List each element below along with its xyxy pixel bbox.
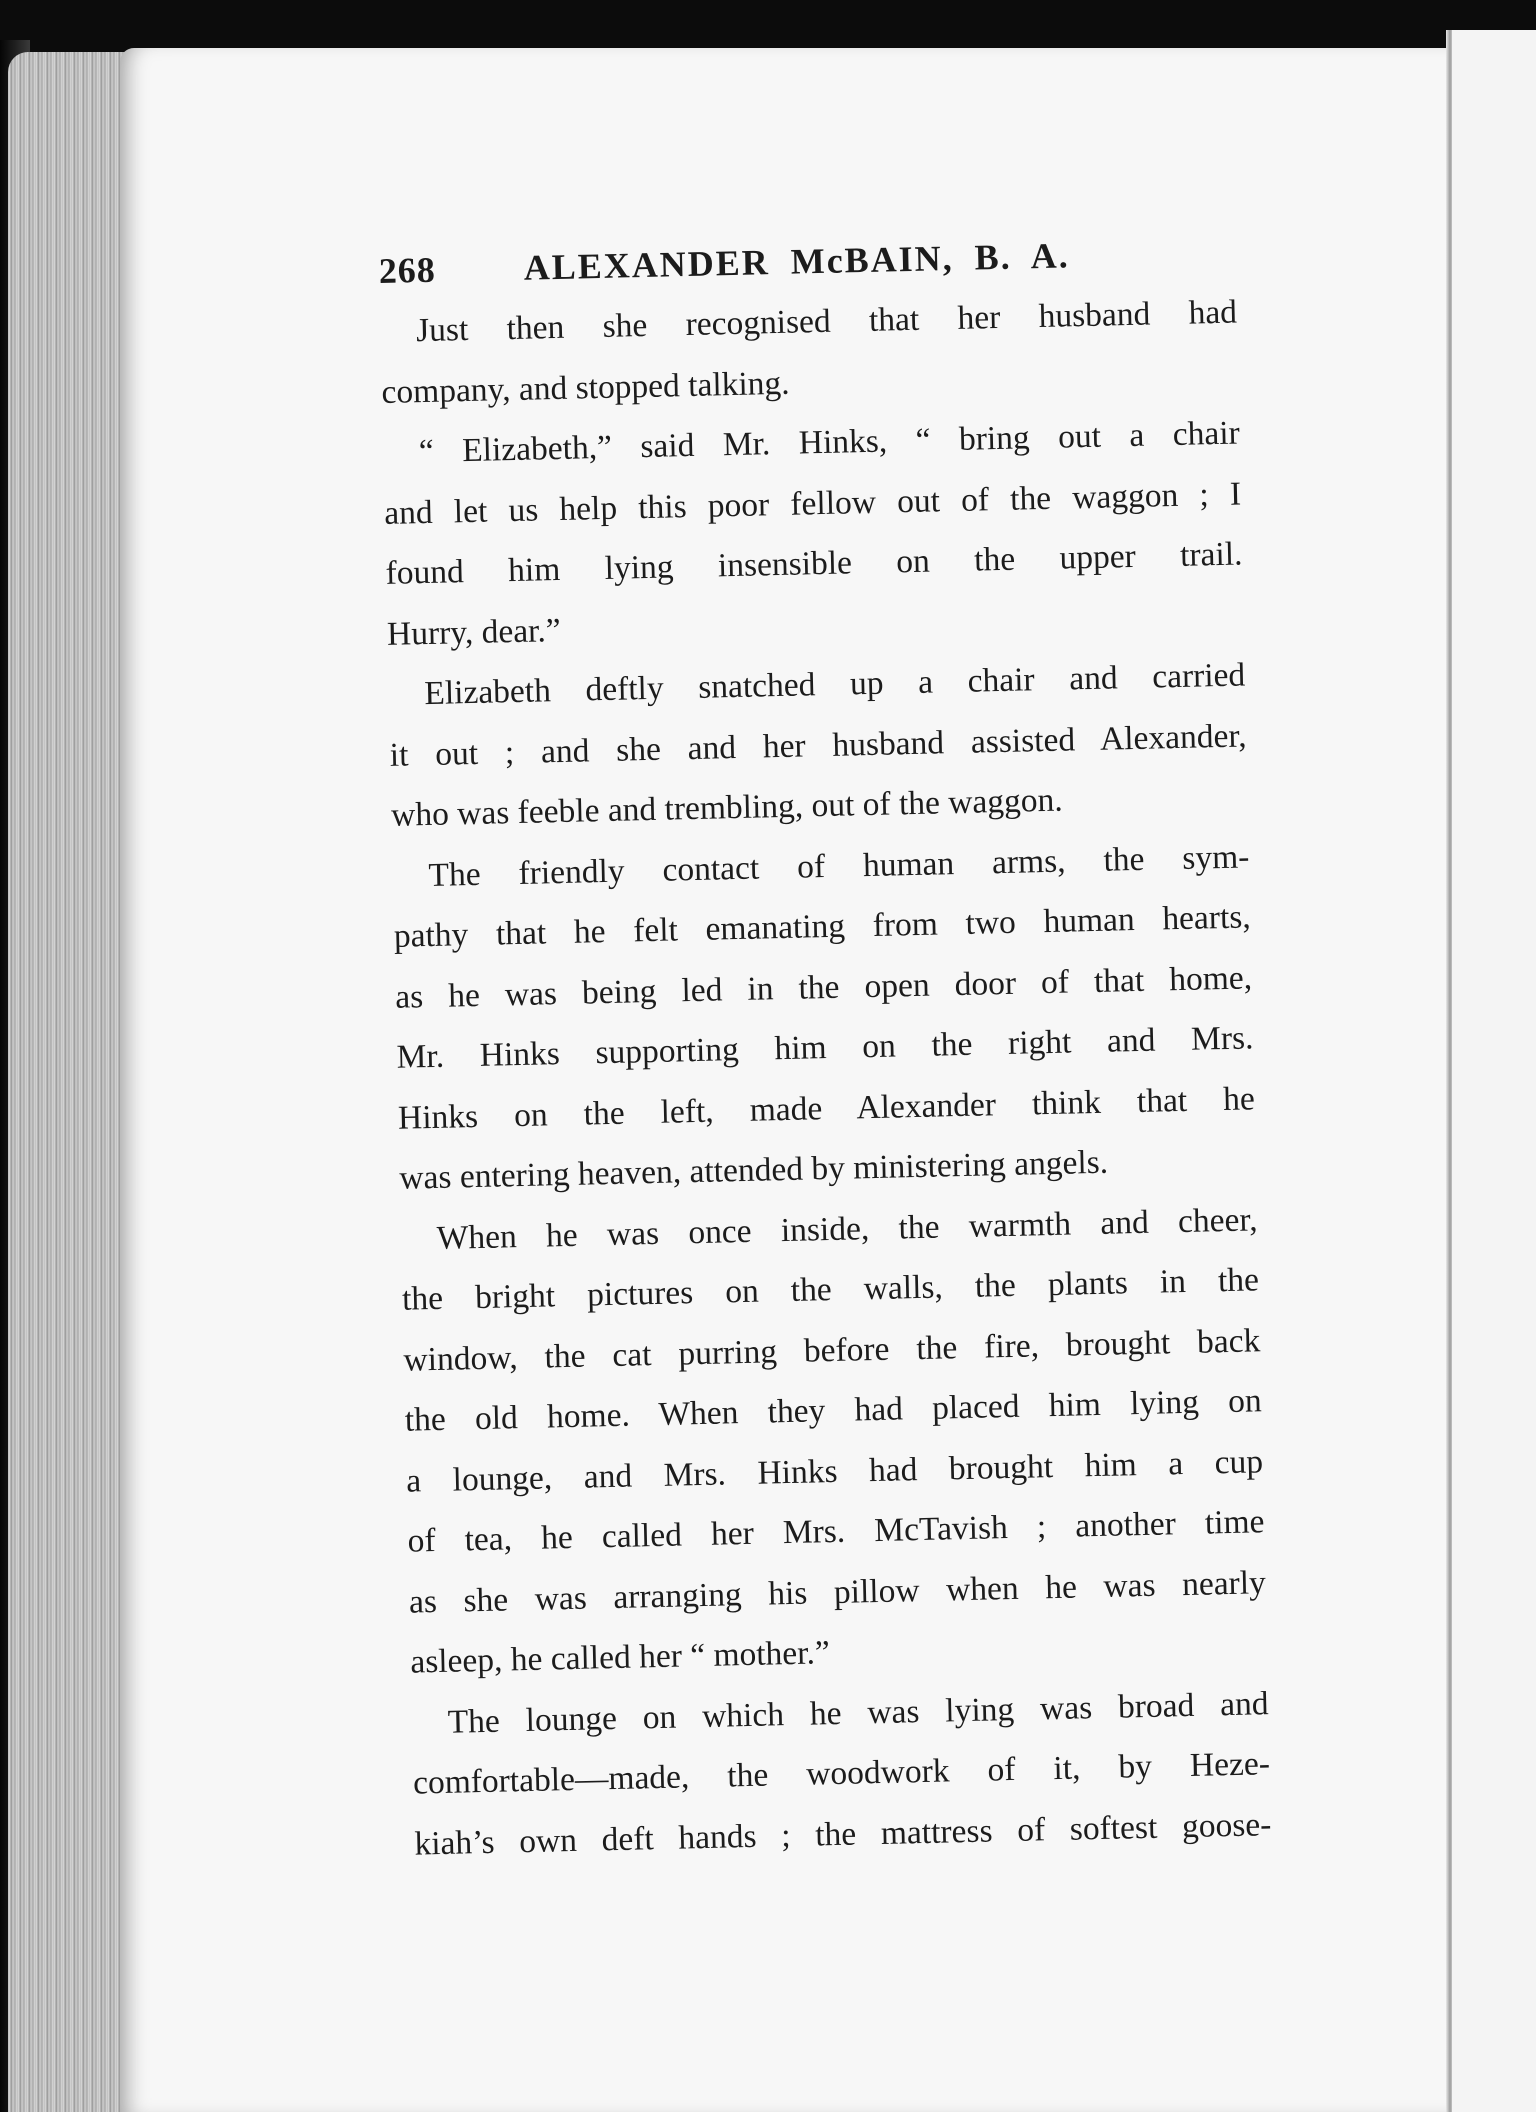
text-line: it out ; and she and her husband assisted Alexander,: [389, 716, 1247, 774]
paragraph: [400, 1189, 1311, 1693]
text-line: Hinks on the left, made Alexander think that he: [397, 1079, 1256, 1137]
text-line: comfortable—made, the woodwork of it, by Heze-: [412, 1745, 1271, 1802]
text-line: The friendly contact of human arms, the sym-: [428, 837, 1250, 894]
text-line: pathy that he felt emanating from two human hearts,: [393, 898, 1252, 955]
paragraph: [392, 826, 1300, 1209]
text-line: and let us help this poor fellow out of the waggon ; I: [383, 474, 1242, 532]
page-edge-stack: [8, 52, 128, 2112]
text-line: “ Elizabeth,” said Mr. Hinks, “ bring out a chair: [418, 414, 1241, 471]
text-line: company, and stopped talking.: [381, 364, 790, 411]
text-line: as he was being led in the open door of that home,: [394, 958, 1253, 1016]
text-line: The lounge on which he was lying was broad and: [447, 1684, 1269, 1741]
body-text: [379, 282, 1314, 1875]
text-line: the bright pictures on the walls, the plants in the: [401, 1261, 1260, 1318]
text-line: who was feeble and trembling, out of the waggon.: [390, 781, 1064, 834]
facing-page-edge: [1452, 30, 1536, 2112]
paragraph: [388, 644, 1292, 846]
text-line: Hurry, dear.”: [386, 611, 562, 653]
text-line: window, the cat purring before the fire, brought back: [403, 1321, 1261, 1379]
text-line: as she was arranging his pillow when he was nearly: [408, 1563, 1267, 1621]
paragraph: [382, 403, 1287, 665]
text-line: kiah’s own deft hands ; the mattress of softest goose-: [414, 1805, 1272, 1863]
text-line: the old home. When they had placed him lying on: [404, 1382, 1263, 1439]
paragraph: [411, 1673, 1315, 1875]
text-line: When he was once inside, the warmth and cheer,: [436, 1200, 1258, 1257]
text-line: Mr. Hinks supporting him on the right and Mrs.: [396, 1019, 1254, 1076]
text-line: a lounge, and Mrs. Hinks had brought him a cup: [405, 1442, 1264, 1500]
running-title: ALEXANDER McBAIN, B. A.: [523, 235, 1071, 288]
text-line: Just then she recognised that her husband had: [415, 293, 1238, 350]
page-text-block: [378, 216, 1314, 1863]
paragraph: [379, 282, 1282, 423]
page-number: 268: [378, 249, 437, 291]
text-line: was entering heaven, attended by ministering angels.: [398, 1143, 1109, 1197]
text-line: asleep, he called her “ mother.”: [409, 1634, 831, 1681]
text-line: found him lying insensible on the upper trail.: [385, 535, 1243, 592]
text-line: of tea, he called her Mrs. McTavish ; another time: [407, 1503, 1265, 1560]
text-line: Elizabeth deftly snatched up a chair and carried: [423, 656, 1246, 713]
